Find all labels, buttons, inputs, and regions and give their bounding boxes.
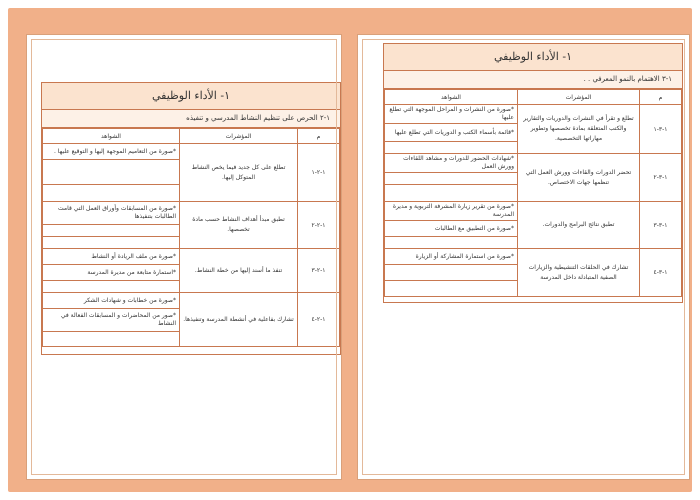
evidence-cell: *صورة من التعاميم الموجهة إليها و التوقيع عليها . [43,144,180,160]
evidence-cell: *صورة من المسابقات وأوراق العمل التي قامت الطالبات بتنفيذها [43,202,180,225]
row-number: ١-٣-٤ [640,249,682,297]
evidence-cell: *استمارة متابعة من مديرة المدرسة [43,265,180,281]
row-number: ١-٣-١ [640,105,682,154]
evidence-cell: *صورة من استمارة المشاركة أو الزيارة [385,249,518,265]
indicator-cell: تطبق نتائج البرامج والدورات. [518,202,640,249]
row-number: ١-٢-٢ [298,202,340,249]
evidence-cell: *صورة من النشرات و المراحل الموجهة التي تطلع عليها [385,105,518,124]
evidence-cell: *صورة من التطبيق مع الطالبات [385,221,518,237]
evidence-cell [43,281,180,293]
right-page [357,34,690,480]
column-header-evidence: الشواهد [385,90,518,105]
column-header-indicators: المؤشرات [518,90,640,105]
table-row [385,249,682,265]
table-header-row [43,129,340,144]
left-section-subtitle: ١-٢ الحرص على تنظيم النشاط المدرسي و تنفيذه [42,110,340,128]
evidence-cell: *صورة من تقرير زيارة المشرفة التربوية و مديرة المدرسة [385,202,518,221]
evidence-cell [385,281,518,297]
indicator-cell: تحضر الدورات والقاءات وورش العمل التي تنظمها جهات الاختصاص. [518,154,640,202]
table-header-row [385,90,682,105]
right-section-title: ١- الأداء الوظيفي [384,44,682,71]
column-header-evidence: الشواهد [43,129,180,144]
indicator-cell: تشارك في الحلقات التنشيطية والزيارات الصفية المتبادلة داخل المدرسة [518,249,640,297]
right-evaluation-sheet [383,43,683,303]
right-section-subtitle: ١-٣ الاهتمام بالنمو المعرفي . . [384,71,682,89]
table-row [43,293,340,309]
row-number: ١-٣-٣ [640,202,682,249]
evidence-cell [43,332,180,347]
left-evaluation-sheet [41,82,341,355]
evidence-cell [43,185,180,202]
evidence-cell: *صور من المحاضرات و المسابقات الفعالة في النشاط [43,309,180,332]
indicator-cell: تطلع و تقرأ في النشرات والدوريات والتقارير والكتب المتعلقة بمادة تخصصها وتطوير مهاراتها التخصصية. [518,105,640,154]
evidence-cell: *صورة من ملف الريادة أو النشاط [43,249,180,265]
indicator-cell: تطبق مبدأ أهداف النشاط حسب مادة تخصصها. [180,202,298,249]
evidence-cell [385,142,518,154]
table-row [43,202,340,225]
evidence-cell [43,160,180,185]
indicator-cell: تطلع على كل جديد فيما يخص النشاط المتوكل إليها. [180,144,298,202]
table-row [43,249,340,265]
column-header-indicators: المؤشرات [180,129,298,144]
row-number: ١-٢-٤ [298,293,340,347]
evidence-cell [43,237,180,249]
left-criteria-table [42,128,340,347]
evidence-cell: *صورة من خطابات و شهادات الشكر [43,293,180,309]
column-header-num: م [298,129,340,144]
evidence-cell [385,237,518,249]
indicator-cell: تنفذ ما أسند إليها من خطة النشاط. [180,249,298,293]
table-row [385,202,682,221]
table-row [43,144,340,160]
row-number: ١-٢-١ [298,144,340,202]
document-frame [8,8,692,492]
table-row [385,154,682,173]
right-criteria-table [384,89,682,297]
left-section-title: ١- الأداء الوظيفي [42,83,340,110]
evidence-cell: *قائمة بأسماء الكتب و الدوريات التي تطلع عليها [385,124,518,142]
row-number: ١-٣-٢ [640,154,682,202]
indicator-cell: تشارك بفاعلية في أنشطة المدرسة وتنفيذها. [180,293,298,347]
left-page [26,34,342,480]
evidence-cell [385,265,518,281]
table-row [385,105,682,124]
evidence-cell [385,185,518,202]
evidence-cell: *شهادات الحضور للدورات و مشاهد اللقاءات وورش العمل [385,154,518,173]
evidence-cell [385,173,518,185]
evidence-cell [43,225,180,237]
row-number: ١-٢-٣ [298,249,340,293]
column-header-num: م [640,90,682,105]
